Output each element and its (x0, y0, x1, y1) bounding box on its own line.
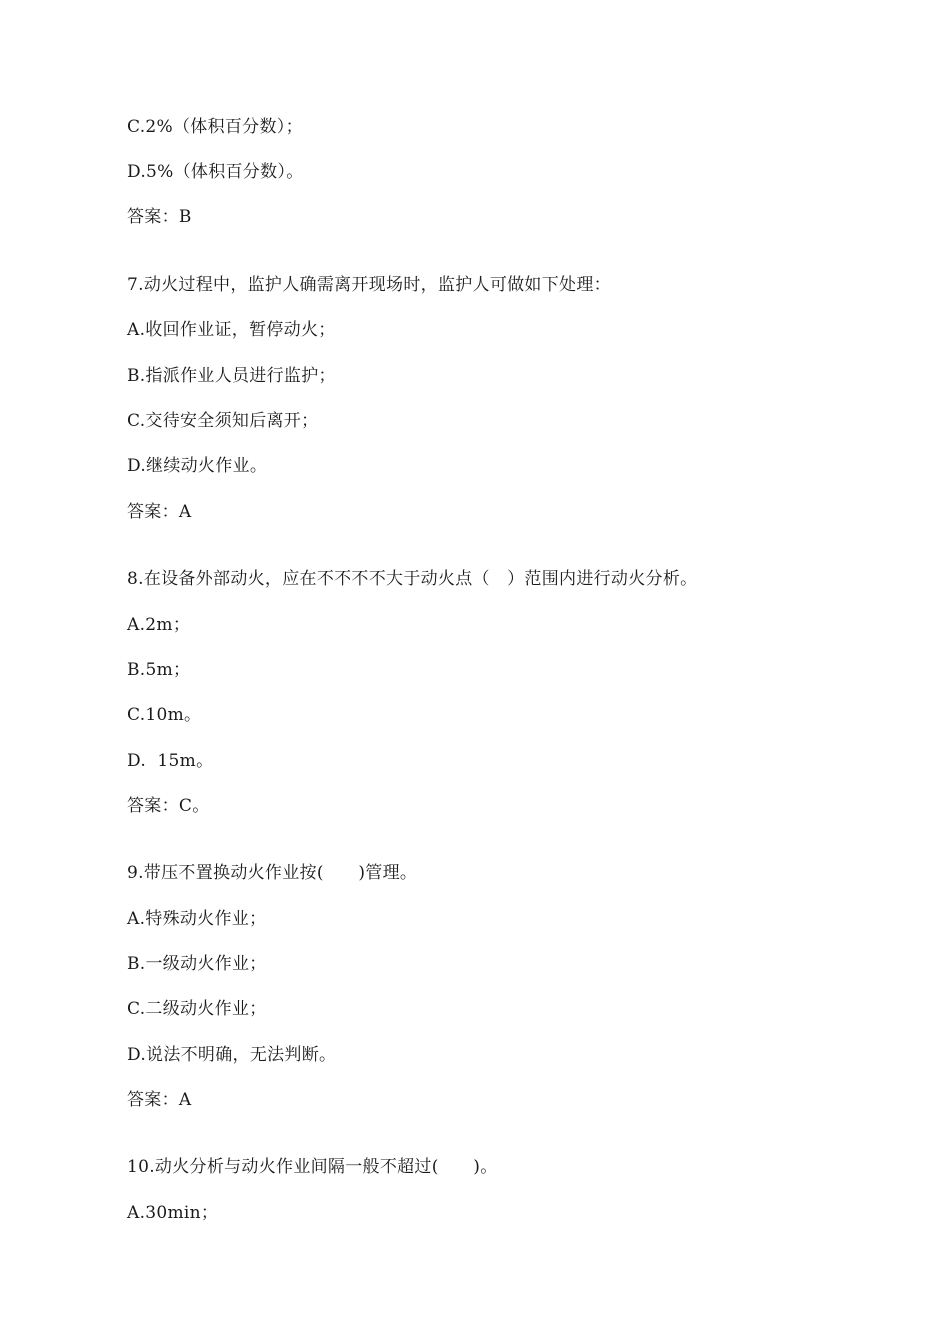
answer-q8: 答案：C。 (127, 796, 210, 816)
option-b-q8: B.5m； (127, 660, 191, 680)
option-d-q9: D.说法不明确，无法判断。 (127, 1045, 337, 1065)
option-c-q7: C.交待安全须知后离开； (127, 411, 319, 431)
option-d-q8: D. 15m。 (127, 751, 214, 771)
option-d-q6: D.5%（体积百分数）。 (127, 162, 304, 182)
answer-q9: 答案：A (127, 1090, 192, 1110)
option-d-q7: D.继续动火作业。 (127, 456, 268, 476)
question-8: 8.在设备外部动火，应在不不不不大于动火点（ ）范围内进行动火分析。 (127, 569, 698, 589)
option-a-q9: A.特殊动火作业； (127, 909, 267, 929)
option-c-q9: C.二级动火作业； (127, 999, 267, 1019)
option-c-q6: C.2%（体积百分数）； (127, 117, 303, 137)
answer-q6: 答案：B (127, 207, 192, 227)
option-a-q8: A.2m； (127, 615, 191, 635)
answer-q7: 答案：A (127, 502, 192, 522)
question-9: 9.带压不置换动火作业按( )管理。 (127, 863, 418, 883)
question-7: 7.动火过程中，监护人确需离开现场时，监护人可做如下处理： (127, 275, 611, 295)
option-b-q7: B.指派作业人员进行监护； (127, 366, 336, 386)
option-a-q7: A.收回作业证，暂停动火； (127, 320, 336, 340)
question-10: 10.动火分析与动火作业间隔一般不超过( )。 (127, 1157, 498, 1177)
option-a-q10: A.30min； (127, 1203, 219, 1223)
option-b-q9: B.一级动火作业； (127, 954, 267, 974)
option-c-q8: C.10m。 (127, 705, 202, 725)
